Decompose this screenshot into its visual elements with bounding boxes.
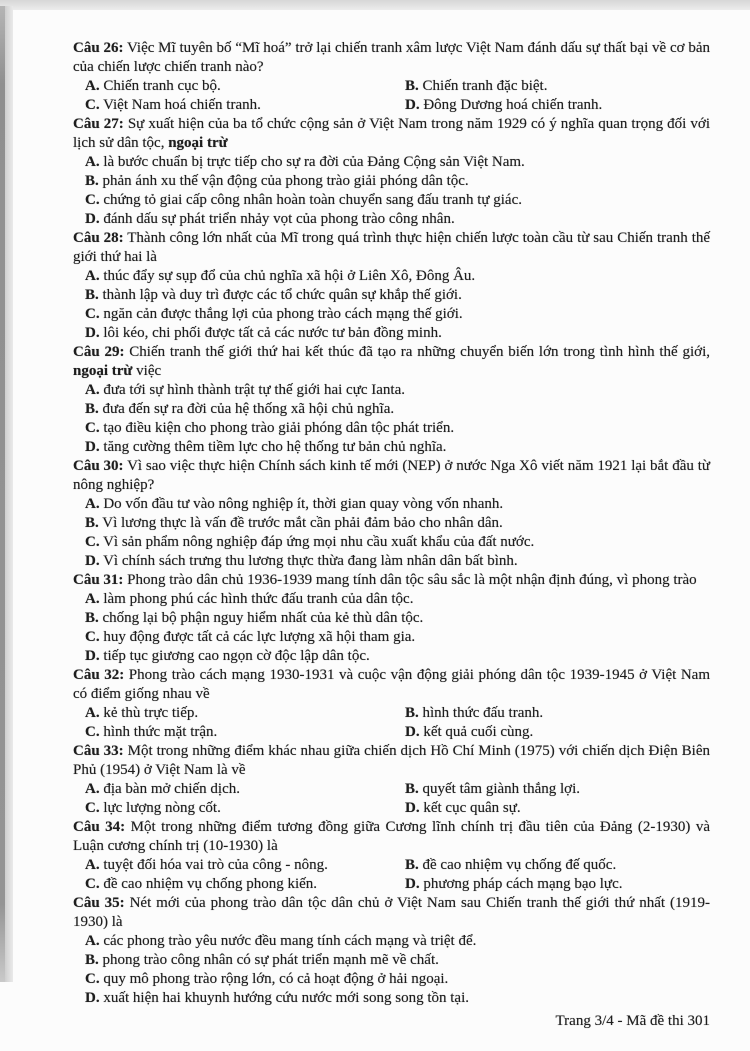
options — [73, 267, 710, 343]
option-b — [85, 400, 710, 419]
option-label: B. — [405, 705, 419, 721]
option-label: B. — [85, 401, 99, 417]
option-label: B. — [85, 515, 99, 531]
option-label: A. — [85, 591, 100, 607]
option-b — [85, 609, 710, 628]
question-stem: Một trong những điểm tương đồng giữa Cương lĩnh chính trị đầu tiên của Đảng (2-1930) và Luận cương chính trị (10-1930) là — [73, 819, 710, 854]
option-c — [85, 628, 710, 647]
option-label: C. — [85, 534, 100, 550]
option-label: A. — [85, 705, 100, 721]
scan-edge-top — [0, 0, 750, 10]
option-label: B. — [405, 781, 419, 797]
question-text — [73, 666, 710, 704]
option-label: D. — [405, 724, 420, 740]
question-stem-bold: ngoại trừ — [168, 135, 228, 151]
option-label: C. — [85, 876, 100, 892]
option-text: đưa đến sự ra đời của hệ thống xã hội chủ nghĩa. — [102, 401, 395, 417]
option-d — [85, 552, 710, 571]
option-text: Vì sản phẩm nông nghiệp đáp ứng mọi nhu cầu xuất khẩu của đất nước. — [103, 534, 535, 550]
option-text: Chiến tranh đặc biệt. — [422, 78, 548, 94]
option-text: tạo điều kiện cho phong trào giải phóng dân tộc phát triển. — [103, 420, 455, 436]
option-label: D. — [405, 97, 420, 113]
option-b — [405, 780, 710, 799]
option-label: A. — [85, 857, 100, 873]
option-b — [405, 856, 710, 875]
option-c — [85, 723, 405, 742]
exam-page-content — [73, 39, 710, 1008]
option-text: tiếp tục giương cao ngọn cờ độc lập dân tộc. — [103, 648, 370, 664]
option-text: chống lại bộ phận nguy hiểm nhất của kẻ thù dân tộc. — [102, 610, 424, 626]
option-b — [405, 704, 710, 723]
question-block-26 — [73, 39, 710, 115]
option-label: C. — [85, 306, 100, 322]
option-a — [85, 77, 405, 96]
option-text: hình thức đấu tranh. — [422, 705, 544, 721]
option-b — [85, 286, 710, 305]
question-block-28 — [73, 229, 710, 343]
options — [73, 932, 710, 1008]
question-text — [73, 39, 710, 77]
option-label: D. — [85, 990, 100, 1006]
option-a — [85, 932, 710, 951]
page-footer: Trang 3/4 - Mã đề thi 301 — [555, 1013, 710, 1029]
question-text — [73, 229, 710, 267]
question-stem-after: việc — [132, 363, 162, 379]
option-text: lực lượng nòng cốt. — [103, 800, 221, 816]
question-number: Câu 31: — [73, 572, 124, 588]
option-label: B. — [85, 610, 99, 626]
option-text: các phong trào yêu nước đều mang tính cách mạng và triệt để. — [103, 933, 477, 949]
option-a — [85, 780, 405, 799]
question-text — [73, 742, 710, 780]
option-text: xuất hiện hai khuynh hướng cứu nước mới song song tồn tại. — [103, 990, 469, 1006]
option-text: Việt Nam hoá chiến tranh. — [103, 97, 261, 113]
option-text: quyết tâm giành thắng lợi. — [422, 781, 581, 797]
option-a — [85, 704, 405, 723]
options — [73, 704, 710, 742]
option-text: là bước chuẩn bị trực tiếp cho sự ra đời của Đảng Cộng sản Việt Nam. — [103, 154, 525, 170]
option-d — [85, 324, 710, 343]
option-label: B. — [405, 857, 419, 873]
option-c — [85, 970, 710, 989]
option-text: kết cục quân sự. — [423, 800, 521, 816]
option-a — [85, 153, 710, 172]
question-stem-bold: ngoại trừ — [73, 363, 133, 379]
option-label: B. — [85, 287, 99, 303]
option-text: kẻ thù trực tiếp. — [103, 705, 199, 721]
option-c — [85, 305, 710, 324]
option-label: D. — [85, 553, 100, 569]
option-text: Vì chính sách trưng thu lương thực thừa đang làm nhân dân bất bình. — [103, 553, 518, 569]
option-c — [85, 875, 405, 894]
option-text: thành lập và duy trì được các tổ chức quân sự khắp thế giới. — [102, 287, 462, 303]
question-text — [73, 457, 710, 495]
question-block-32 — [73, 666, 710, 742]
question-number: Câu 28: — [73, 230, 124, 246]
option-text: tuyệt đối hóa vai trò của công - nông. — [103, 857, 328, 873]
question-block-27 — [73, 115, 710, 229]
option-text: địa bàn mở chiến dịch. — [103, 781, 240, 797]
question-stem: Vì sao việc thực hiện Chính sách kinh tế mới (NEP) ở nước Nga Xô viết năm 1921 lại bắt đầu từ nông nghiệp? — [73, 458, 710, 493]
option-label: C. — [85, 629, 100, 645]
option-label: A. — [85, 78, 100, 94]
option-label: A. — [85, 933, 100, 949]
option-text: phản ánh xu thế vận động của phong trào giải phóng dân tộc. — [102, 173, 469, 189]
option-d — [405, 875, 710, 894]
option-a — [85, 267, 710, 286]
option-text: Đông Dương hoá chiến tranh. — [423, 97, 603, 113]
option-text: Chiến tranh cục bộ. — [103, 78, 221, 94]
option-text: phương pháp cách mạng bạo lực. — [423, 876, 623, 892]
option-text: làm phong phú các hình thức đấu tranh của dân tộc. — [103, 591, 414, 607]
option-label: C. — [85, 420, 100, 436]
option-d — [405, 96, 710, 115]
option-label: A. — [85, 268, 100, 284]
option-label: D. — [85, 211, 100, 227]
option-d — [85, 438, 710, 457]
option-label: D. — [85, 648, 100, 664]
question-stem: Chiến tranh thế giới thứ hai kết thúc đã tạo ra những chuyển biến lớn trong tình hình thế giới, — [129, 344, 711, 360]
option-d — [85, 210, 710, 229]
option-b — [85, 951, 710, 970]
option-a — [85, 590, 710, 609]
question-stem: Việc Mĩ tuyên bố “Mĩ hoá” trở lại chiến tranh xâm lược Việt Nam đánh dấu sự thất bại về cơ bản của chiến lược chiến tranh nào? — [73, 40, 710, 75]
question-block-31 — [73, 571, 710, 666]
options — [73, 495, 710, 571]
option-label: A. — [85, 382, 100, 398]
option-d — [85, 647, 710, 666]
option-text: đề cao nhiệm vụ chống phong kiến. — [103, 876, 318, 892]
option-text: đưa tới sự hình thành trật tự thế giới hai cực Ianta. — [103, 382, 405, 398]
option-text: Do vốn đầu tư vào nông nghiệp ít, thời gian quay vòng vốn nhanh. — [103, 496, 504, 512]
option-text: đánh dấu sự phát triển nhảy vọt của phong trào công nhân. — [103, 211, 455, 227]
option-a — [85, 495, 710, 514]
question-text — [73, 343, 710, 381]
question-block-29 — [73, 343, 710, 457]
option-text: thúc đẩy sự sụp đổ của chủ nghĩa xã hội ở Liên Xô, Đông Âu. — [103, 268, 476, 284]
option-text: quy mô phong trào rộng lớn, có cả hoạt động ở hải ngoại. — [103, 971, 449, 987]
option-label: D. — [405, 876, 420, 892]
option-text: kết quả cuối cùng. — [423, 724, 534, 740]
options — [73, 856, 710, 894]
option-text: huy động được tất cả các lực lượng xã hội tham gia. — [103, 629, 416, 645]
options — [73, 590, 710, 666]
option-c — [85, 419, 710, 438]
question-number: Câu 33: — [73, 743, 124, 759]
option-text: đề cao nhiệm vụ chống đế quốc. — [422, 857, 617, 873]
question-stem: Sự xuất hiện của ba tổ chức cộng sản ở Việt Nam trong năm 1929 có ý nghĩa quan trọng đối với lịch sử dân tộc, — [73, 116, 711, 151]
question-number: Câu 30: — [73, 458, 124, 474]
option-c — [85, 533, 710, 552]
option-d — [85, 989, 710, 1008]
option-label: C. — [85, 971, 100, 987]
options — [73, 153, 710, 229]
option-label: A. — [85, 781, 100, 797]
question-text — [73, 818, 710, 856]
scan-edge-left-light — [5, 6, 13, 982]
question-block-30 — [73, 457, 710, 571]
question-number: Câu 34: — [73, 819, 126, 835]
options — [73, 381, 710, 457]
options — [73, 780, 710, 818]
option-label: D. — [85, 325, 100, 341]
option-c — [85, 96, 405, 115]
option-text: Vì lương thực là vấn đề trước mắt cần phải đảm bảo cho nhân dân. — [102, 515, 503, 531]
question-stem: Thành công lớn nhất của Mĩ trong quá trình thực hiện chiến lược toàn cầu từ sau Chiến tranh thế giới thứ hai là — [73, 230, 711, 265]
option-label: D. — [85, 439, 100, 455]
option-c — [85, 191, 710, 210]
option-label: B. — [405, 78, 419, 94]
option-label: A. — [85, 496, 100, 512]
question-text — [73, 894, 710, 932]
question-stem: Phong trào cách mạng 1930-1931 và cuộc vận động giải phóng dân tộc 1939-1945 ở Việt Nam có điểm giống nhau về — [73, 667, 711, 702]
option-label: A. — [85, 154, 100, 170]
option-b — [85, 172, 710, 191]
question-stem: Một trong những điểm khác nhau giữa chiến dịch Hồ Chí Minh (1975) với chiến dịch Điện Biên Phủ (1954) ở Việt Nam là về — [73, 743, 710, 778]
question-block-35 — [73, 894, 710, 1008]
option-d — [405, 799, 710, 818]
options — [73, 77, 710, 115]
option-label: C. — [85, 800, 100, 816]
option-label: B. — [85, 952, 99, 968]
question-number: Câu 29: — [73, 344, 125, 360]
question-number: Câu 26: — [73, 40, 124, 56]
option-b — [85, 514, 710, 533]
option-text: ngăn cản được thắng lợi của phong trào cách mạng thế giới. — [103, 306, 463, 322]
option-label: D. — [405, 800, 420, 816]
option-label: C. — [85, 97, 100, 113]
question-number: Câu 32: — [73, 667, 125, 683]
question-block-34 — [73, 818, 710, 894]
question-number: Câu 27: — [73, 116, 124, 132]
option-label: C. — [85, 192, 100, 208]
option-c — [85, 799, 405, 818]
question-stem: Nét mới của phong trào dân tộc dân chủ ở Việt Nam sau Chiến tranh thế giới thứ nhất (1919-1930) là — [73, 895, 711, 930]
question-stem: Phong trào dân chủ 1936-1939 mang tính dân tộc sâu sắc là một nhận định đúng, vì phong trào — [127, 572, 697, 588]
option-text: phong trào công nhân có sự phát triển mạnh mẽ về chất. — [102, 952, 439, 968]
option-d — [405, 723, 710, 742]
option-text: chứng tỏ giai cấp công nhân hoàn toàn chuyển sang đấu tranh tự giác. — [103, 192, 522, 208]
option-a — [85, 381, 710, 400]
option-text: tăng cường thêm tiềm lực cho hệ thống tư bản chủ nghĩa. — [103, 439, 447, 455]
option-label: B. — [85, 173, 99, 189]
question-number: Câu 35: — [73, 895, 125, 911]
option-text: hình thức mặt trận. — [103, 724, 218, 740]
option-text: lôi kéo, chi phối được tất cả các nước tư bản đồng minh. — [103, 325, 442, 341]
question-text — [73, 571, 710, 590]
option-label: C. — [85, 724, 100, 740]
question-text — [73, 115, 710, 153]
question-block-33 — [73, 742, 710, 818]
option-a — [85, 856, 405, 875]
option-b — [405, 77, 710, 96]
